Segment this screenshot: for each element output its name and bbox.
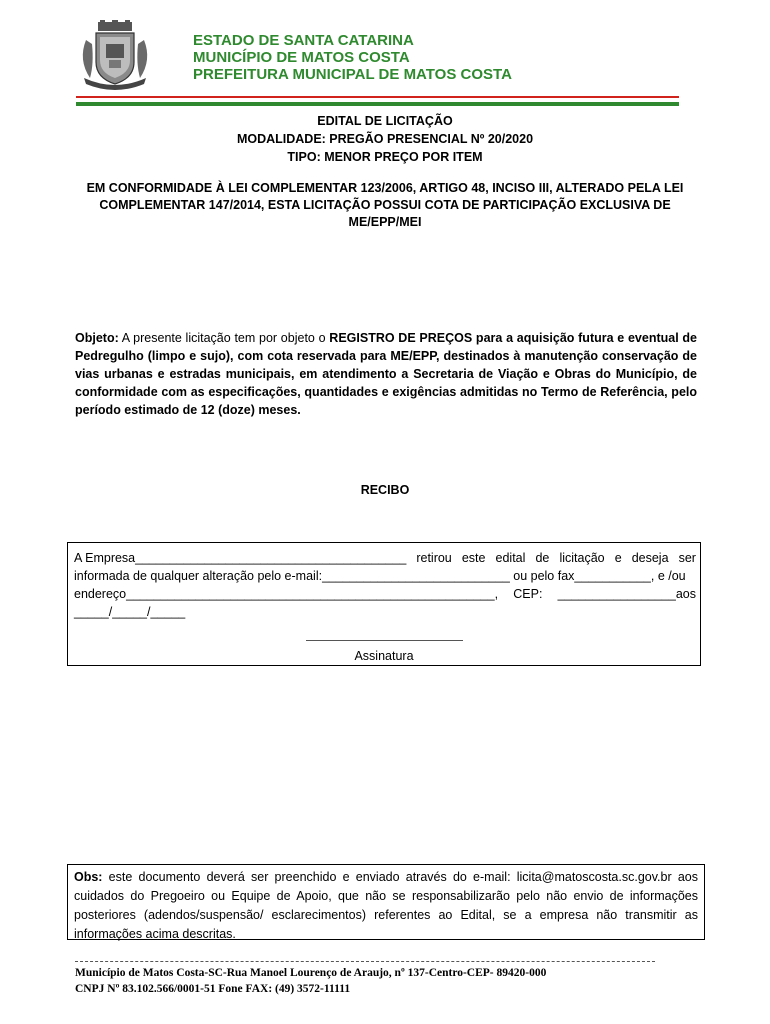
obs-label: Obs: [74, 870, 103, 884]
notice-line-1: EM CONFORMIDADE À LEI COMPLEMENTAR 123/2006, ARTIGO 48, INCISO III, ALTERADO PELA LEI [86, 181, 684, 195]
recibo-title: RECIBO [360, 483, 410, 497]
recibo-line-2[interactable]: informada de qualquer alteração pelo e-mail:___________________________ ou pelo fax___________, e /ou [74, 569, 686, 583]
objeto-paragraph [75, 329, 697, 419]
recibo-word: este [461, 551, 486, 565]
recibo-word: licitação [559, 551, 605, 565]
cep-field[interactable]: _________________aos [557, 587, 696, 601]
header-municipality: MUNICÍPIO DE MATOS COSTA [193, 49, 410, 66]
document-title [70, 112, 700, 166]
recibo-form [67, 542, 701, 666]
title-tipo: TIPO: MENOR PREÇO POR ITEM [287, 150, 483, 164]
recibo-line-1 [74, 549, 696, 567]
recibo-word: ser [678, 551, 696, 565]
empresa-field[interactable]: _______________________________________ [135, 551, 407, 565]
footer-rule [75, 961, 655, 962]
notice-line-2: COMPLEMENTAR 147/2014, ESTA LICITAÇÃO POSSUI COTA DE PARTICIPAÇÃO EXCLUSIVA DE [99, 198, 671, 212]
objeto-label: Objeto: [75, 331, 119, 345]
footer-address: Município de Matos Costa-SC-Rua Manoel Lourenço de Araujo, nº 137-Centro-CEP- 89420-000 [75, 967, 547, 979]
exclusivity-notice [70, 180, 700, 231]
recibo-line-3 [74, 585, 696, 603]
header-state: ESTADO DE SANTA CATARINA [193, 32, 414, 49]
footer [75, 965, 546, 997]
title-edital: EDITAL DE LICITAÇÃO [317, 114, 453, 128]
obs-text [74, 868, 698, 944]
header-prefecture: PREFEITURA MUNICIPAL DE MATOS COSTA [193, 66, 512, 83]
header-red-rule [76, 96, 679, 98]
objeto-body: REGISTRO DE PREÇOS para a aquisição futura e eventual de Pedregulho (limpo e sujo), com cota reservada para ME/EPP, destinados à manutenção conservação de vias urbanas e estradas municipais, em atendimento a Secretaria de Viação e Obras do Município, de conformidade com as especificações, quantidades e exigências admitidas no Termo de Referência, pelo período estimado de 12 (doze) meses. [75, 331, 698, 417]
header-institution [193, 32, 512, 83]
municipal-coat-of-arms-icon [76, 20, 154, 92]
title-modalidade: MODALIDADE: PREGÃO PRESENCIAL Nº 20/2020 [236, 132, 534, 146]
header-green-rule [76, 102, 679, 106]
notice-line-3: ME/EPP/MEI [348, 215, 422, 229]
objeto-intro: A presente licitação tem por objeto o [118, 331, 330, 345]
recibo-word: de [535, 551, 550, 565]
cep-label: CEP: [513, 587, 543, 601]
empresa-label: A Empresa [74, 551, 136, 565]
signature-line [306, 640, 463, 641]
obs-box [67, 864, 705, 940]
obs-body: este documento deverá ser preenchido e enviado através do e-mail: licita@matoscosta.sc.gov.br aos cuidados do Pregoeiro ou Equipe de Apoio, que não se responsabilizarão pelo não envio de informações posteriores (adendos/suspensão/ esclarecimentos) referentes ao Edital, se a empresa não transmitir as informações acima descritas. [74, 870, 698, 941]
signature-label: Assinatura [354, 649, 414, 663]
recibo-word: retirou [416, 551, 452, 565]
recibo-word: deseja [631, 551, 669, 565]
recibo-word: edital [495, 551, 526, 565]
date-field[interactable]: _____/_____/_____ [74, 605, 186, 619]
recibo-word: e [614, 551, 622, 565]
endereco-field[interactable]: endereço_____________________________________________________, [74, 587, 499, 601]
footer-contact: CNPJ Nº 83.102.566/0001-51 Fone FAX: (49) 3572-11111 [75, 983, 351, 995]
recibo-text [74, 549, 696, 621]
